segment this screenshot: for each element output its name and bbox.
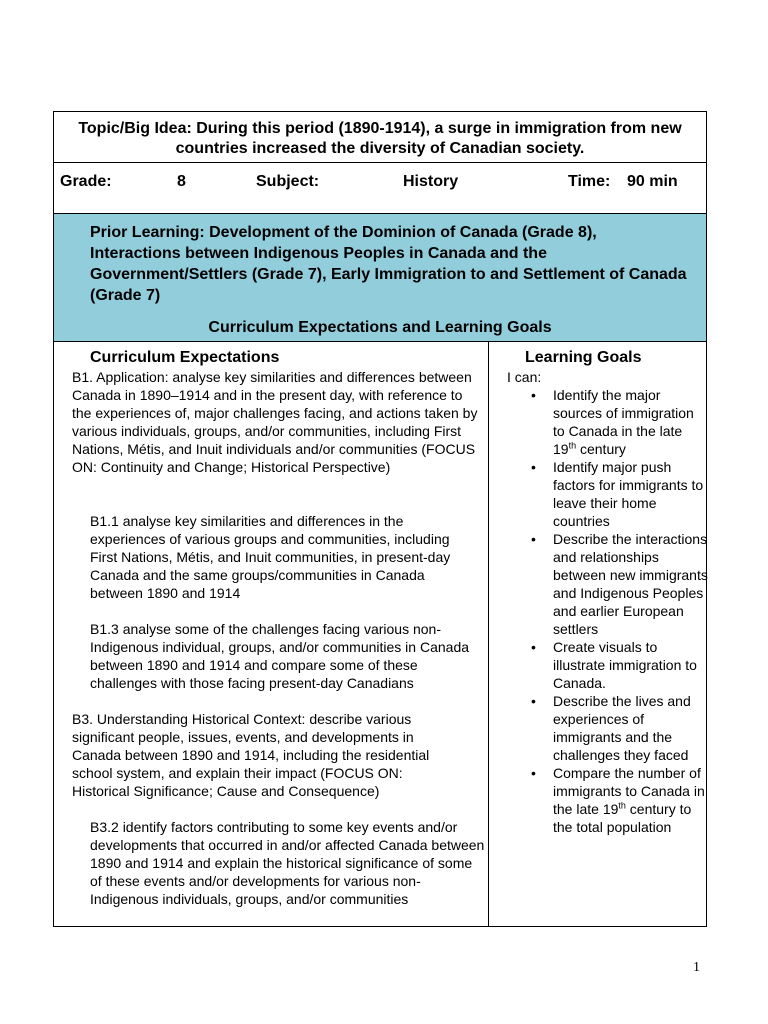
curriculum-expectations-heading: Curriculum Expectations bbox=[90, 349, 280, 366]
expectation-b3: B3. Understanding Historical Context: describe various significant people, issues, events, and developments in Canada between 1890 and 1914, including the residential school system, and explain their impact (FOCUS ON: Historical Significance; Cause and Consequence) bbox=[72, 711, 430, 799]
expectation-b3-2: B3.2 identify factors contributing to some key events and/or developments that occurred in and/or affected Canada between 1890 and 1914 and explain the historical significance of some of these events and/or developments for various non-Indigenous individuals, groups, and/or communities bbox=[90, 819, 485, 907]
learning-goal-text: Identify the major sources of immigration to Canada in the late 19 bbox=[553, 387, 694, 457]
subject-value: History bbox=[403, 173, 459, 190]
learning-goal-text: century bbox=[576, 441, 626, 457]
learning-goal-item bbox=[489, 638, 708, 692]
learning-goal-item bbox=[489, 386, 708, 458]
learning-goal-text: Describe the lives and experiences of immigrants and the challenges they faced bbox=[553, 693, 691, 763]
grade-label: Grade: bbox=[60, 173, 112, 190]
learning-goals-heading: Learning Goals bbox=[525, 349, 642, 366]
ordinal-suffix: th bbox=[618, 800, 626, 811]
learning-goal-text: Describe the interactions and relationships between new immigrants and Indigenous Peoples and earlier European settlers bbox=[553, 531, 708, 637]
learning-goal-item bbox=[489, 458, 708, 530]
learning-goal-text: Compare the number of immigrants to Canada in the late 19 bbox=[553, 765, 705, 817]
grade-value: 8 bbox=[177, 173, 186, 190]
learning-goal-text: Create visuals to illustrate immigration to Canada. bbox=[553, 639, 697, 691]
subject-label: Subject: bbox=[256, 173, 320, 190]
bullet-icon: • bbox=[531, 693, 536, 709]
expectation-b1: B1. Application: analyse key similarities and differences between Canada in 1890–1914 and in the present day, with reference to the experiences of, major challenges facing, and actions taken by various individuals, groups, and/or communities, including First Nations, Métis, and Inuit individuals and/or communities (FOCUS ON: Continuity and Change; Historical Perspective) bbox=[72, 369, 478, 475]
learning-goal-text: century to the total population bbox=[553, 801, 692, 835]
topic-row bbox=[54, 112, 706, 163]
page-number: 1 bbox=[693, 960, 700, 975]
learning-goal-item bbox=[489, 764, 708, 836]
learning-goals-list bbox=[489, 386, 708, 836]
section-heading: Curriculum Expectations and Learning Goals bbox=[208, 319, 552, 336]
time-value: 90 min bbox=[627, 173, 678, 190]
time-label: Time: bbox=[568, 173, 611, 190]
bullet-icon: • bbox=[531, 459, 536, 475]
bullet-icon: • bbox=[531, 387, 536, 403]
lesson-plan-table bbox=[53, 111, 707, 927]
learning-goal-text: Identify major push factors for immigrants to leave their home countries bbox=[553, 459, 704, 529]
expectation-b1-3: B1.3 analyse some of the challenges facing various non-Indigenous individual, groups, and/or communities in Canada between 1890 and 1914 and compare some of these challenges with those facing present-day Canadians bbox=[90, 621, 470, 691]
prior-learning-text: Prior Learning: Development of the Dominion of Canada (Grade 8), Interactions between Indigenous Peoples in Canada and the Government/Settlers (Grade 7), Early Immigration to and Settlement of Canada (Grade 7) bbox=[90, 224, 687, 304]
prior-learning-row bbox=[54, 214, 706, 342]
learning-goal-item bbox=[489, 530, 708, 638]
bullet-icon: • bbox=[531, 531, 536, 547]
ordinal-suffix: th bbox=[568, 440, 577, 451]
grade-subject-time-row bbox=[54, 163, 706, 214]
expectation-b1-1: B1.1 analyse key similarities and differences in the experiences of various groups and communities, including First Nations, Métis, and Inuit communities, in present-day Canada and the same groups/communities in Canada between 1890 and 1914 bbox=[90, 513, 451, 601]
learning-goals-column bbox=[489, 342, 706, 926]
learning-goal-item bbox=[489, 692, 708, 764]
curriculum-expectations-column bbox=[54, 342, 489, 926]
learning-goals-intro: I can: bbox=[507, 369, 542, 385]
expectations-goals-row bbox=[54, 342, 706, 926]
topic-big-idea: Topic/Big Idea: During this period (1890-1914), a surge in immigration from new countries increased the diversity of Canadian society. bbox=[78, 120, 682, 157]
bullet-icon: • bbox=[531, 639, 536, 655]
bullet-icon: • bbox=[531, 765, 536, 781]
